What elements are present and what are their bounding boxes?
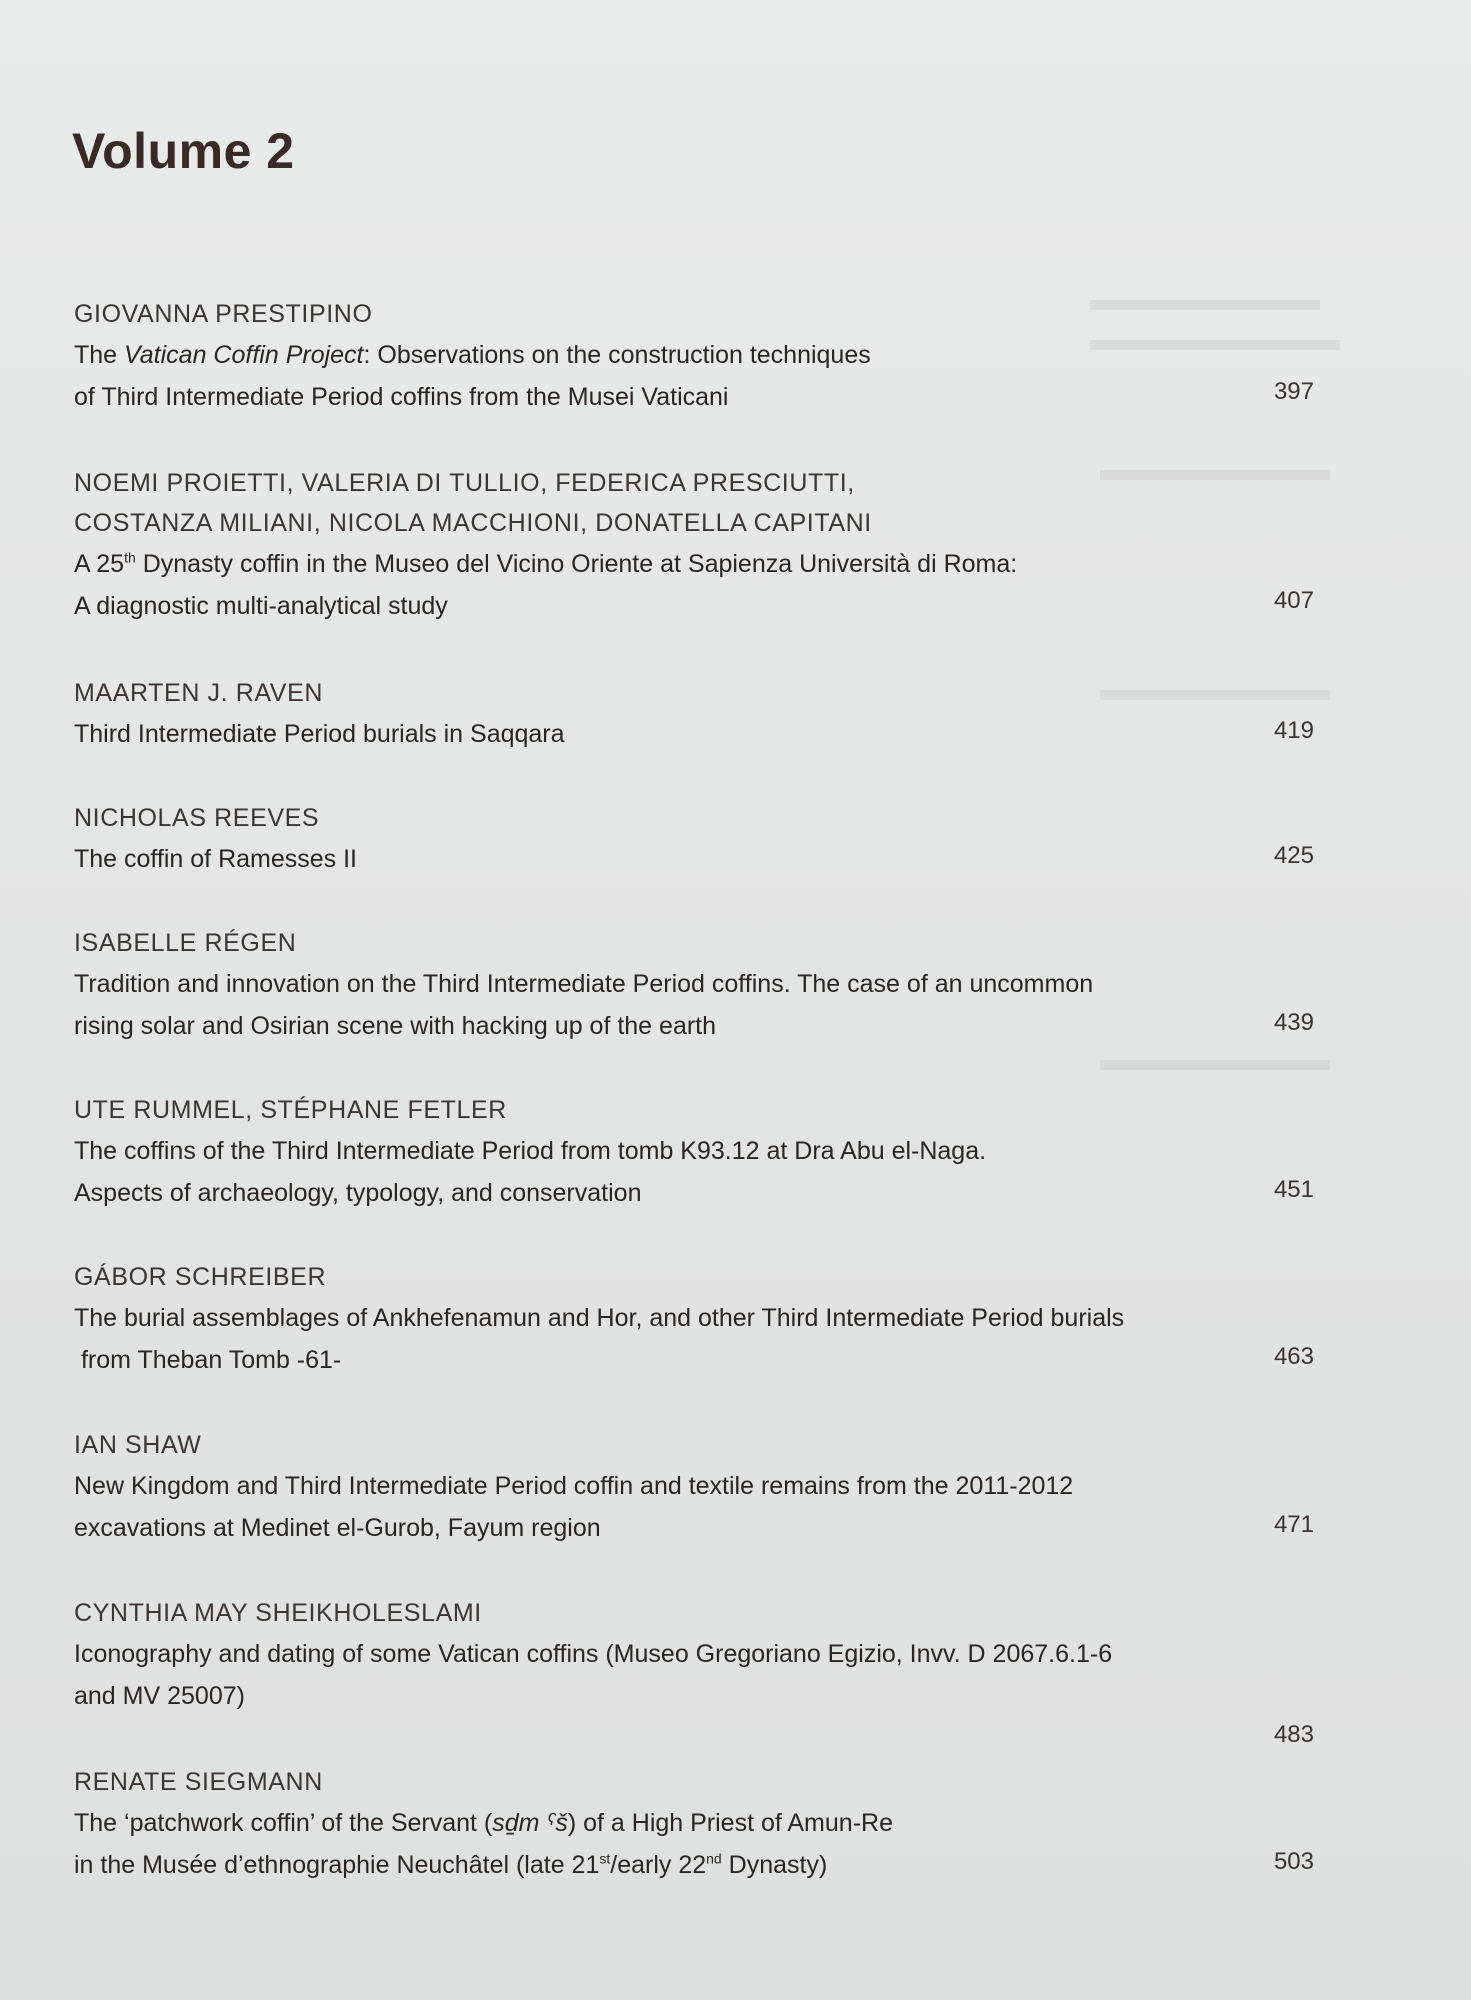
volume-title: Volume 2 (72, 123, 295, 179)
entry-title-line: The ‘patchwork coffin’ of the Servant (sḏm ˁš) of a High Priest of Amun-Re (74, 1809, 893, 1837)
toc-entry[interactable] (74, 1257, 1314, 1381)
toc-entry[interactable] (74, 1593, 1314, 1748)
toc-entry[interactable] (74, 1425, 1314, 1549)
entry-authors: UTE RUMMEL, STÉPHANE FETLER (74, 1096, 507, 1124)
entry-authors: GÁBOR SCHREIBER (74, 1263, 327, 1291)
toc-entry[interactable] (74, 463, 1314, 627)
entry-title-line: The Vatican Coffin Project: Observations on the construction techniques (74, 341, 871, 369)
entry-authors: NOEMI PROIETTI, VALERIA DI TULLIO, FEDERICA PRESCIUTTI, (74, 469, 855, 497)
entry-page-number: 425 (1273, 842, 1314, 869)
entry-authors: GIOVANNA PRESTIPINO (74, 300, 373, 328)
entry-authors: CYNTHIA MAY SHEIKHOLESLAMI (74, 1599, 482, 1627)
entry-authors: ISABELLE RÉGEN (74, 929, 297, 957)
toc-entry[interactable] (74, 1090, 1314, 1214)
entry-page-number: 451 (1273, 1176, 1314, 1203)
entry-authors: MAARTEN J. RAVEN (74, 679, 323, 707)
entry-page-number: 503 (1273, 1848, 1314, 1875)
entry-authors: RENATE SIEGMANN (74, 1768, 323, 1796)
entry-title-line: A diagnostic multi-analytical study (74, 592, 448, 620)
entry-title-line: Iconography and dating of some Vatican coffins (Museo Gregoriano Egizio, Invv. D 2067.6.1-6 (74, 1640, 1113, 1668)
entry-authors: IAN SHAW (74, 1431, 202, 1459)
entry-title-line: and MV 25007) (74, 1682, 245, 1710)
entry-page-number: 419 (1273, 717, 1314, 744)
entry-page-number: 397 (1273, 378, 1314, 405)
toc-entry[interactable] (74, 923, 1314, 1047)
entry-title-line: New Kingdom and Third Intermediate Period coffin and textile remains from the 2011-2012 (74, 1472, 1074, 1500)
entry-page-number: 471 (1273, 1511, 1314, 1538)
entry-title-line: The coffins of the Third Intermediate Period from tomb K93.12 at Dra Abu el-Naga. (74, 1137, 987, 1165)
entry-title-line: of Third Intermediate Period coffins from the Musei Vaticani (74, 383, 729, 411)
show-through-mark (1100, 1060, 1330, 1070)
entry-title-line: in the Musée d’ethnographie Neuchâtel (late 21st/early 22nd Dynasty) (74, 1850, 828, 1879)
entry-title-line: A 25th Dynasty coffin in the Museo del Vicino Oriente at Sapienza Università di Roma: (74, 549, 1018, 578)
entry-title-line: Aspects of archaeology, typology, and conservation (74, 1179, 642, 1207)
entry-title-line: Third Intermediate Period burials in Saqqara (74, 720, 565, 748)
entry-page-number: 463 (1273, 1343, 1314, 1370)
entry-page-number: 439 (1273, 1009, 1314, 1036)
toc-entry[interactable] (74, 673, 1314, 755)
entry-title-line: The burial assemblages of Ankhefenamun and Hor, and other Third Intermediate Period burials (74, 1304, 1125, 1332)
toc-entry[interactable] (74, 798, 1314, 880)
entry-title-line: The coffin of Ramesses II (74, 845, 357, 873)
entry-title-line: excavations at Medinet el-Gurob, Fayum region (74, 1514, 601, 1542)
entry-title-line: Tradition and innovation on the Third Intermediate Period coffins. The case of an uncommon (74, 970, 1094, 998)
toc-entry[interactable] (74, 294, 1314, 418)
toc-entry[interactable] (74, 1762, 1314, 1886)
entry-page-number: 483 (1273, 1721, 1314, 1748)
entry-title-line: rising solar and Osirian scene with hacking up of the earth (74, 1012, 717, 1040)
entry-title-line: from Theban Tomb -61- (74, 1346, 342, 1374)
entry-authors: NICHOLAS REEVES (74, 804, 320, 832)
entry-authors: COSTANZA MILIANI, NICOLA MACCHIONI, DONATELLA CAPITANI (74, 509, 872, 537)
entry-page-number: 407 (1273, 587, 1314, 614)
